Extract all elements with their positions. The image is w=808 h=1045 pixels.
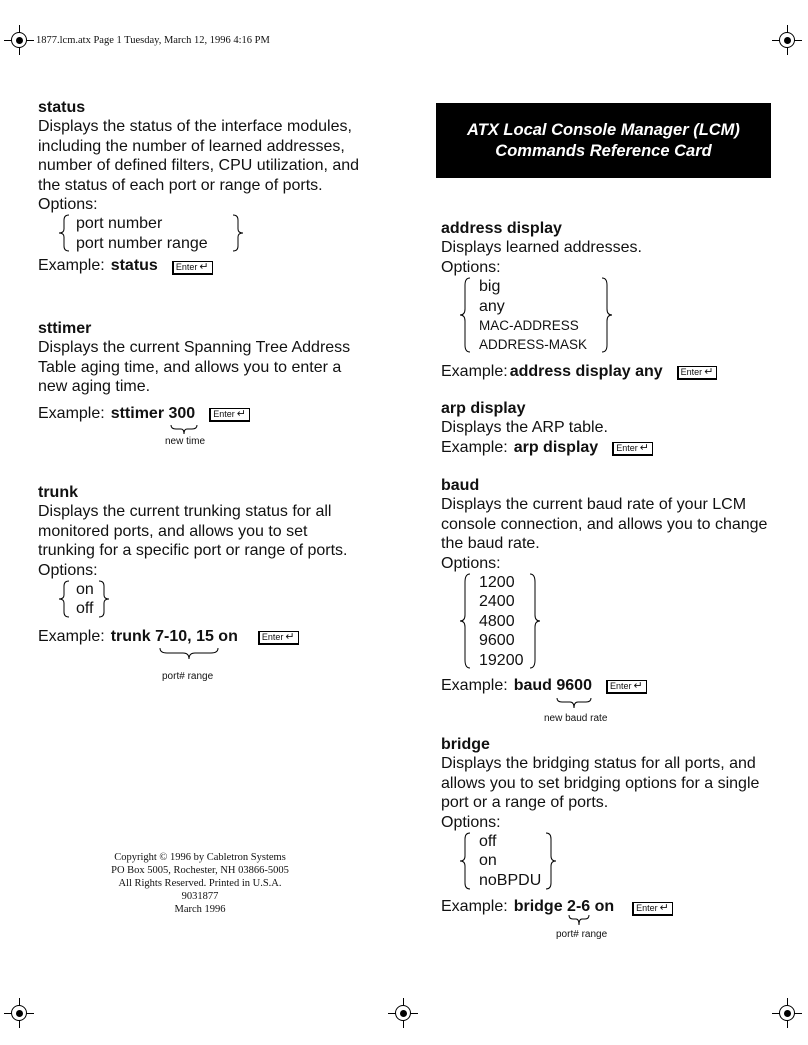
options-list (459, 573, 537, 670)
section-address-display (441, 219, 791, 381)
desc-line: console connection, and allows you to change (441, 515, 768, 533)
example-command: status (110, 257, 158, 275)
example-command: baud 9600 (513, 677, 592, 695)
option-item: 19200 (479, 651, 524, 669)
desc-line: number of defined filters, CPU utilization, and (38, 157, 360, 175)
option-item: ADDRESS-MASK (479, 337, 588, 353)
enter-key-icon: Enter ↵ (606, 680, 647, 694)
left-brace (459, 277, 471, 353)
desc-line: Table aging time, and allows you to enter a (38, 358, 342, 376)
options-list (58, 580, 100, 619)
options-label: Options: (441, 813, 501, 831)
example-row (441, 897, 791, 916)
copyright-block (100, 851, 300, 916)
example-row (38, 627, 388, 646)
section-title: address display (441, 220, 562, 237)
registration-mark-bottom-left (4, 998, 34, 1028)
example-row (38, 404, 388, 423)
option-item: port number range (76, 234, 208, 252)
example-command: trunk 7-10, 15 on (110, 627, 238, 645)
right-brace (232, 214, 244, 252)
right-brace (529, 573, 541, 669)
section-title: trunk (38, 484, 78, 501)
left-brace (58, 214, 70, 252)
option-item: big (479, 278, 501, 296)
options-list (459, 277, 609, 355)
example-label: Example: (38, 627, 105, 645)
example-command: arp display (513, 438, 599, 456)
registration-mark-top-left (4, 25, 34, 55)
registration-mark-top-right (772, 25, 802, 55)
options-label: Options: (441, 258, 501, 276)
option-item: port number (76, 215, 163, 233)
example-label: Example: (441, 898, 508, 916)
rights-line: All Rights Reserved. Printed in U.S.A. (118, 878, 282, 889)
desc-line: new aging time. (38, 378, 151, 396)
page-header: 1877.lcm.atx Page 1 Tuesday, March 12, 1996 4:16 PM (36, 35, 270, 46)
desc-line: Displays the ARP table. (441, 419, 608, 437)
example-label: Example: (441, 438, 508, 456)
desc-line: including the number of learned addresses, (38, 137, 345, 155)
note-new-time: new time (165, 436, 206, 447)
desc-line: trunking for a specific port or range of ports. (38, 542, 348, 560)
desc-line: Displays the status of the interface modules, (38, 118, 352, 136)
desc-line: the baud rate. (441, 535, 540, 553)
option-item: any (479, 297, 505, 315)
section-sttimer (38, 319, 388, 423)
section-title: bridge (441, 736, 490, 753)
copyright-line: Copyright © 1996 by Cabletron Systems (114, 852, 286, 863)
left-brace (459, 832, 471, 890)
option-item: on (76, 581, 94, 599)
desc-line: monitored ports, and allows you to set (38, 522, 308, 540)
enter-key-icon: Enter ↵ (209, 408, 250, 422)
right-brace (601, 277, 613, 353)
options-list (459, 832, 549, 890)
example-label: Example: (38, 404, 105, 422)
enter-key-icon: Enter ↵ (612, 442, 653, 456)
example-label: Example: (441, 362, 508, 380)
section-title: arp display (441, 400, 526, 417)
section-baud (441, 476, 791, 695)
enter-key-icon: Enter ↵ (172, 261, 213, 275)
section-title: sttimer (38, 320, 92, 337)
right-brace (545, 832, 557, 890)
example-label: Example: (38, 257, 105, 275)
under-brace (159, 647, 219, 661)
options-list (58, 214, 228, 253)
example-command: bridge 2-6 on (513, 898, 615, 916)
example-label: Example: (441, 677, 508, 695)
note-new-baud-rate: new baud rate (544, 713, 608, 724)
note-port-range: port# range (556, 929, 608, 940)
under-brace (170, 424, 198, 436)
banner-line-1: ATX Local Console Manager (LCM) (467, 120, 740, 139)
desc-line: Displays the current baud rate of your LCM (441, 496, 747, 514)
section-status (38, 98, 388, 276)
option-item: on (479, 852, 497, 870)
registration-mark-bottom-center (388, 998, 418, 1028)
example-row (38, 256, 388, 275)
option-item: off (76, 600, 94, 618)
part-number: 9031877 (181, 891, 219, 902)
option-item: off (479, 833, 497, 851)
date-line: March 1996 (174, 904, 226, 915)
under-brace (568, 914, 590, 927)
desc-line: Displays learned addresses. (441, 239, 642, 257)
example-row (441, 676, 791, 695)
section-trunk (38, 483, 388, 646)
example-command: sttimer 300 (110, 404, 196, 422)
section-arp-display (441, 399, 791, 457)
desc-line: Displays the bridging status for all ports, and (441, 755, 756, 773)
desc-line: port or a range of ports. (441, 794, 609, 812)
left-brace (459, 573, 471, 669)
address-line: PO Box 5005, Rochester, NH 03866-5005 (111, 865, 289, 876)
options-label: Options: (441, 554, 501, 572)
enter-key-icon: Enter ↵ (632, 902, 673, 916)
option-item: MAC-ADDRESS (479, 318, 579, 334)
option-item: 9600 (479, 632, 515, 650)
option-item: 1200 (479, 574, 515, 592)
section-title: baud (441, 477, 480, 494)
option-item: 2400 (479, 593, 515, 611)
section-bridge (441, 735, 791, 917)
left-brace (58, 580, 70, 618)
option-item: 4800 (479, 612, 515, 630)
option-item: noBPDU (479, 871, 542, 889)
registration-mark-bottom-right (772, 998, 802, 1028)
title-banner (436, 103, 771, 178)
options-label: Options: (38, 561, 98, 579)
enter-key-icon: Enter ↵ (258, 631, 299, 645)
right-brace (98, 580, 110, 618)
desc-line: Displays the current trunking status for all (38, 503, 332, 521)
options-label: Options: (38, 196, 98, 214)
desc-line: allows you to set bridging options for a single (441, 774, 760, 792)
example-row (441, 438, 791, 457)
under-brace (556, 697, 592, 710)
desc-line: Displays the current Spanning Tree Address (38, 339, 351, 357)
section-title: status (38, 99, 86, 116)
example-row (441, 362, 791, 381)
desc-line: the status of each port or range of ports. (38, 176, 323, 194)
banner-line-2: Commands Reference Card (495, 141, 712, 160)
example-command: address display any (509, 362, 663, 380)
enter-key-icon: Enter ↵ (677, 366, 718, 380)
note-port-range: port# range (162, 671, 214, 682)
